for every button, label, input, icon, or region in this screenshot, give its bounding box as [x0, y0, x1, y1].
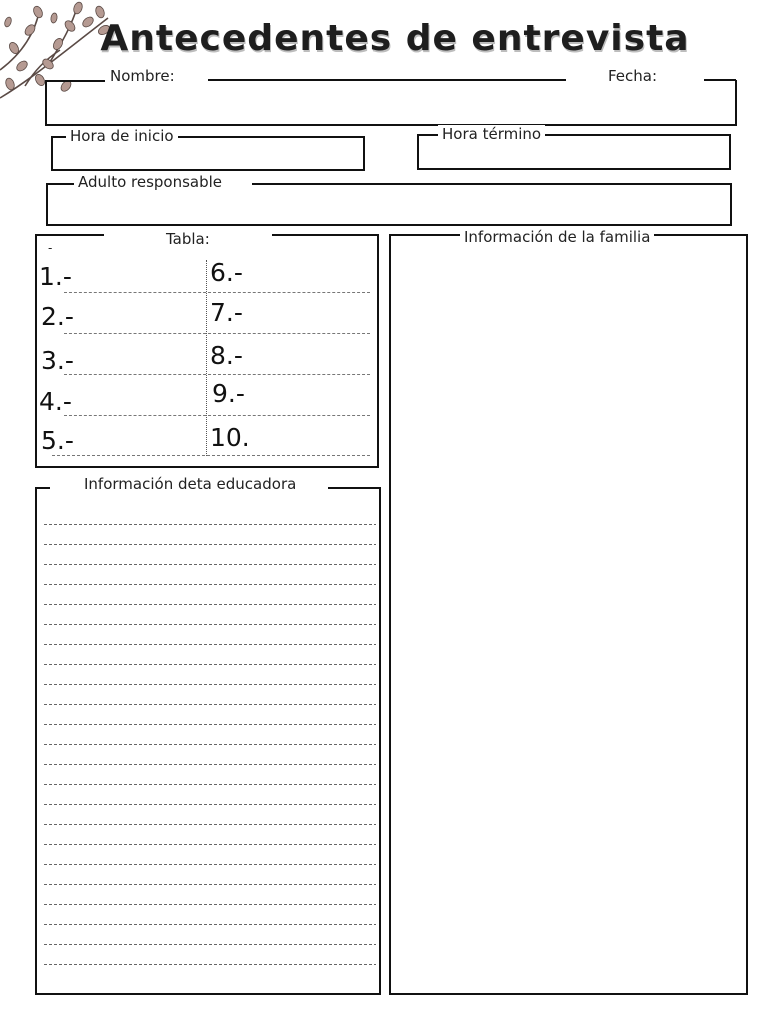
familia-writing-lines[interactable] — [404, 260, 734, 965]
nombre-label: Nombre: — [106, 67, 179, 85]
tabla-item-9: 9.- — [212, 379, 245, 408]
tabla-label: Tabla: — [104, 230, 272, 248]
tabla-line[interactable] — [52, 455, 370, 456]
tabla-line[interactable] — [64, 292, 370, 293]
tabla-line[interactable] — [64, 333, 370, 334]
fecha-label: Fecha: — [604, 67, 661, 85]
tabla-line[interactable] — [64, 374, 370, 375]
tabla-item-10: 10. — [210, 423, 250, 452]
familia-label: Información de la familia — [460, 228, 654, 246]
educadora-label: Información deta educadora — [50, 475, 328, 493]
tabla-item-7: 7.- — [210, 298, 243, 327]
nombre-box-top — [45, 80, 105, 82]
hora-termino-label: Hora término — [438, 125, 545, 143]
tabla-item-1: 1.- — [39, 262, 72, 291]
tabla-item-5: 5.- — [41, 426, 74, 455]
nombre-fecha-box[interactable] — [45, 80, 737, 126]
hora-inicio-label: Hora de inicio — [66, 127, 178, 145]
page-title: Antecedentes de entrevista — [100, 18, 690, 59]
educadora-writing-lines[interactable] — [44, 505, 376, 977]
tabla-divider — [206, 260, 207, 456]
tabla-marker: - — [48, 241, 53, 255]
tabla-line[interactable] — [64, 415, 370, 416]
tabla-item-2: 2.- — [41, 302, 74, 331]
adulto-label: Adulto responsable — [74, 173, 252, 191]
tabla-box — [35, 234, 379, 468]
tabla-item-3: 3.- — [41, 346, 74, 375]
tabla-item-6: 6.- — [210, 258, 243, 287]
tabla-item-4: 4.- — [39, 387, 72, 416]
tabla-item-8: 8.- — [210, 341, 243, 370]
